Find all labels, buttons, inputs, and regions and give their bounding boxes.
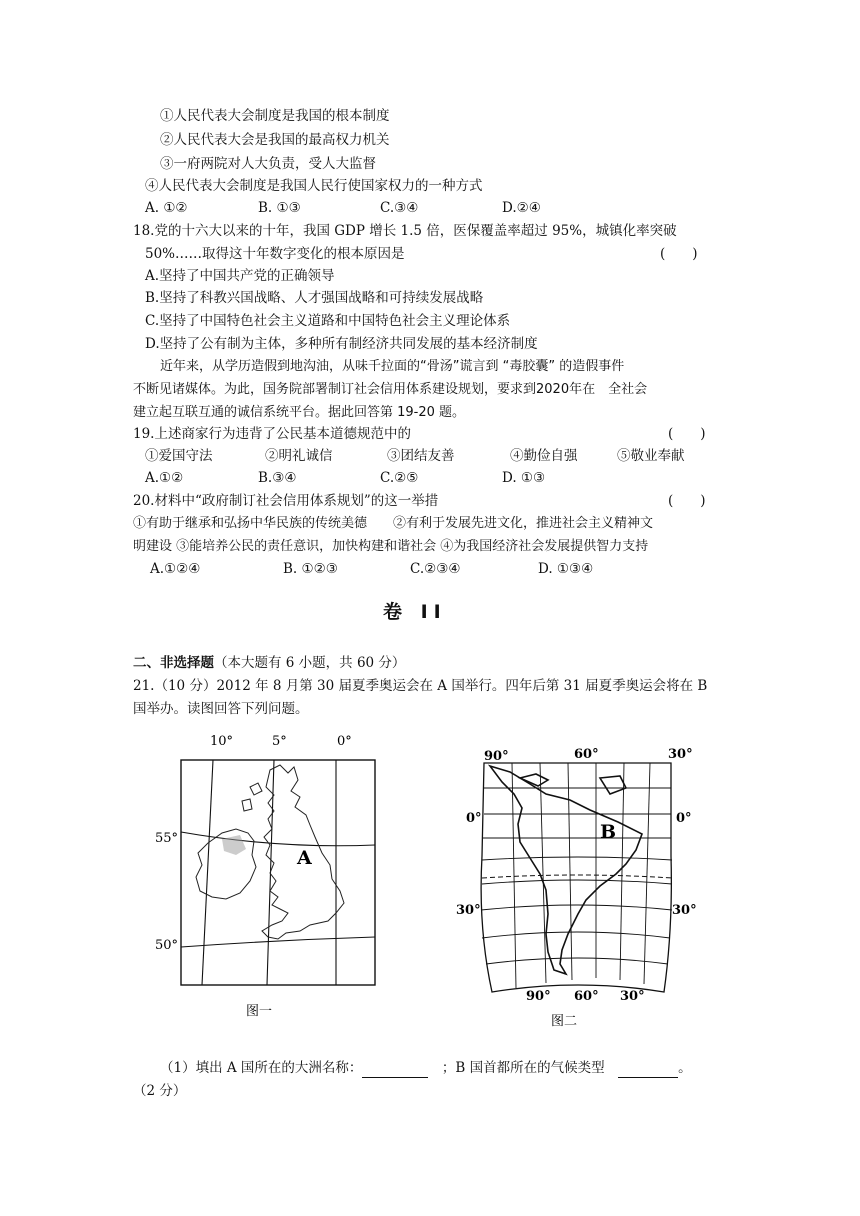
continent-answer-blank[interactable]	[362, 1063, 428, 1078]
map1-coastline	[196, 765, 344, 939]
map1-lon-label-5: 5°	[272, 734, 287, 749]
map-figure-1	[150, 725, 390, 1025]
q20-answer-bracket: ( )	[668, 493, 706, 509]
map2-right-lat-30: 30°	[672, 903, 697, 918]
material-line3: 建立起互联互通的诚信系统平台。据此回答第 19-20 题。	[133, 405, 466, 420]
q19-option-b: B.③④	[258, 470, 297, 486]
q19-option-c: C.②⑤	[380, 470, 419, 486]
map1-country-marker-a: A	[297, 847, 312, 869]
material-line1: 近年来，从学历造假到地沟油，从味千拉面的“骨汤”谎言到 “毒胶囊” 的造假事件	[160, 359, 625, 374]
q20-stem: 20.材料中“政府制订社会信用体系规划”的这一举措	[133, 493, 439, 509]
map-figure-2	[450, 738, 710, 1038]
q21-part1-text2: ；B 国首都所在的气候类型	[441, 1060, 605, 1076]
map1-land-shading	[222, 835, 246, 855]
map2-right-lat-0: 0°	[676, 811, 692, 826]
q20-statements-line1: ①有助于继承和弘扬中华民族的传统美德 ②有利于发展先进文化，推进社会主义精神文	[133, 516, 654, 531]
statement-1: ①人民代表大会制度是我国的根本制度	[160, 108, 390, 124]
map1-graticule	[181, 760, 375, 985]
q20-option-c: C.②③④	[410, 561, 461, 577]
part2-heading	[133, 653, 405, 673]
section-title: 卷 II	[383, 601, 447, 623]
part2-heading-detail: （本大题有 6 小题，共 60 分）	[214, 655, 406, 671]
q18-option-a: A.坚持了中国共产党的正确领导	[145, 268, 335, 284]
map1-frame	[181, 760, 375, 985]
q18-answer-bracket: ( )	[660, 246, 698, 262]
part2-heading-label: 二、非选择题	[133, 655, 214, 671]
q19-choice-1: ①爱国守法	[145, 448, 213, 464]
q21-part1-text3: 。	[678, 1060, 692, 1076]
q17-option-b: B. ①③	[258, 200, 301, 216]
map1-lat-label-50: 50°	[155, 938, 179, 953]
map2-top-lon-90: 90°	[484, 749, 509, 764]
map2-graticule	[481, 763, 672, 988]
q19-option-d: D. ①③	[502, 470, 546, 486]
q19-answer-bracket: ( )	[668, 426, 706, 442]
statement-3: ③一府两院对人大负责，受人大监督	[160, 156, 376, 172]
statement-4: ④人民代表大会制度是我国人民行使国家权力的一种方式	[145, 178, 483, 194]
map1-lon-label-10: 10°	[210, 734, 234, 749]
q21-part1-points: （2 分）	[133, 1083, 187, 1099]
q20-option-d: D. ①③④	[538, 561, 594, 577]
q19-choice-3: ③团结友善	[387, 448, 455, 464]
map2-bottom-lon-30: 30°	[620, 989, 645, 1004]
material-line2: 不断见诸媒体。为此，国务院部署制订社会信用体系建设规划，要求到2020年在 全社会	[133, 382, 648, 397]
q20-statements-line2: 明建设 ③能培养公民的责任意识，加快构建和谐社会 ④为我国经济社会发展提供智力支持	[133, 539, 649, 554]
map2-country-marker-b: B	[600, 821, 617, 843]
q19-choice-2: ②明礼诚信	[265, 448, 333, 464]
map2-top-lon-30: 30°	[668, 747, 693, 762]
q18-stem-line2: 50%……取得这十年数字变化的根本原因是	[145, 246, 405, 262]
map2-bottom-lon-60: 60°	[574, 989, 599, 1004]
map2-left-lat-0: 0°	[466, 811, 482, 826]
q19-option-a: A.①②	[145, 470, 184, 486]
map2-bottom-lon-90: 90°	[526, 989, 551, 1004]
map1-lon-label-0: 0°	[337, 734, 352, 749]
q18-stem-line1: 18.党的十六大以来的十年，我国 GDP 增长 1.5 倍，医保覆盖率超过 95%，城镇化率突破	[133, 223, 677, 239]
q17-option-d: D.②④	[502, 200, 541, 216]
q20-option-b: B. ①②③	[283, 561, 338, 577]
q17-option-a: A. ①②	[145, 200, 188, 216]
q21-part1-text1: （1）填出 A 国所在的大洲名称：	[160, 1060, 363, 1076]
q19-stem: 19.上述商家行为违背了公民基本道德规范中的	[133, 426, 411, 442]
map1-caption: 图一	[246, 1004, 273, 1019]
q19-choice-4: ④勤俭自强	[510, 448, 578, 464]
map2-top-lon-60: 60°	[574, 747, 599, 762]
q19-choice-5: ⑤敬业奉献	[617, 448, 685, 464]
q21-stem-line1: 21.（10 分）2012 年 8 月第 30 届夏季奥运会在 A 国举行。四年后第 31 届夏季奥运会将在 B	[133, 678, 708, 694]
map2-caption: 图二	[551, 1014, 578, 1029]
q17-option-c: C.③④	[380, 200, 419, 216]
q21-stem-line2: 国举办。读图回答下列问题。	[133, 701, 309, 717]
climate-answer-blank[interactable]	[618, 1063, 678, 1078]
q18-option-b: B.坚持了科教兴国战略、人才强国战略和可持续发展战略	[145, 290, 484, 306]
statement-2: ②人民代表大会是我国的最高权力机关	[160, 132, 390, 148]
q18-option-c: C.坚持了中国特色社会主义道路和中国特色社会主义理论体系	[145, 313, 511, 329]
map1-lat-label-55: 55°	[155, 831, 179, 846]
map2-left-lat-30: 30°	[456, 903, 481, 918]
q20-option-a: A.①②④	[150, 561, 201, 577]
q18-option-d: D.坚持了公有制为主体，多种所有制经济共同发展的基本经济制度	[145, 336, 538, 352]
q21-part1-line	[160, 1058, 692, 1078]
map2-tropic-line	[482, 875, 672, 878]
